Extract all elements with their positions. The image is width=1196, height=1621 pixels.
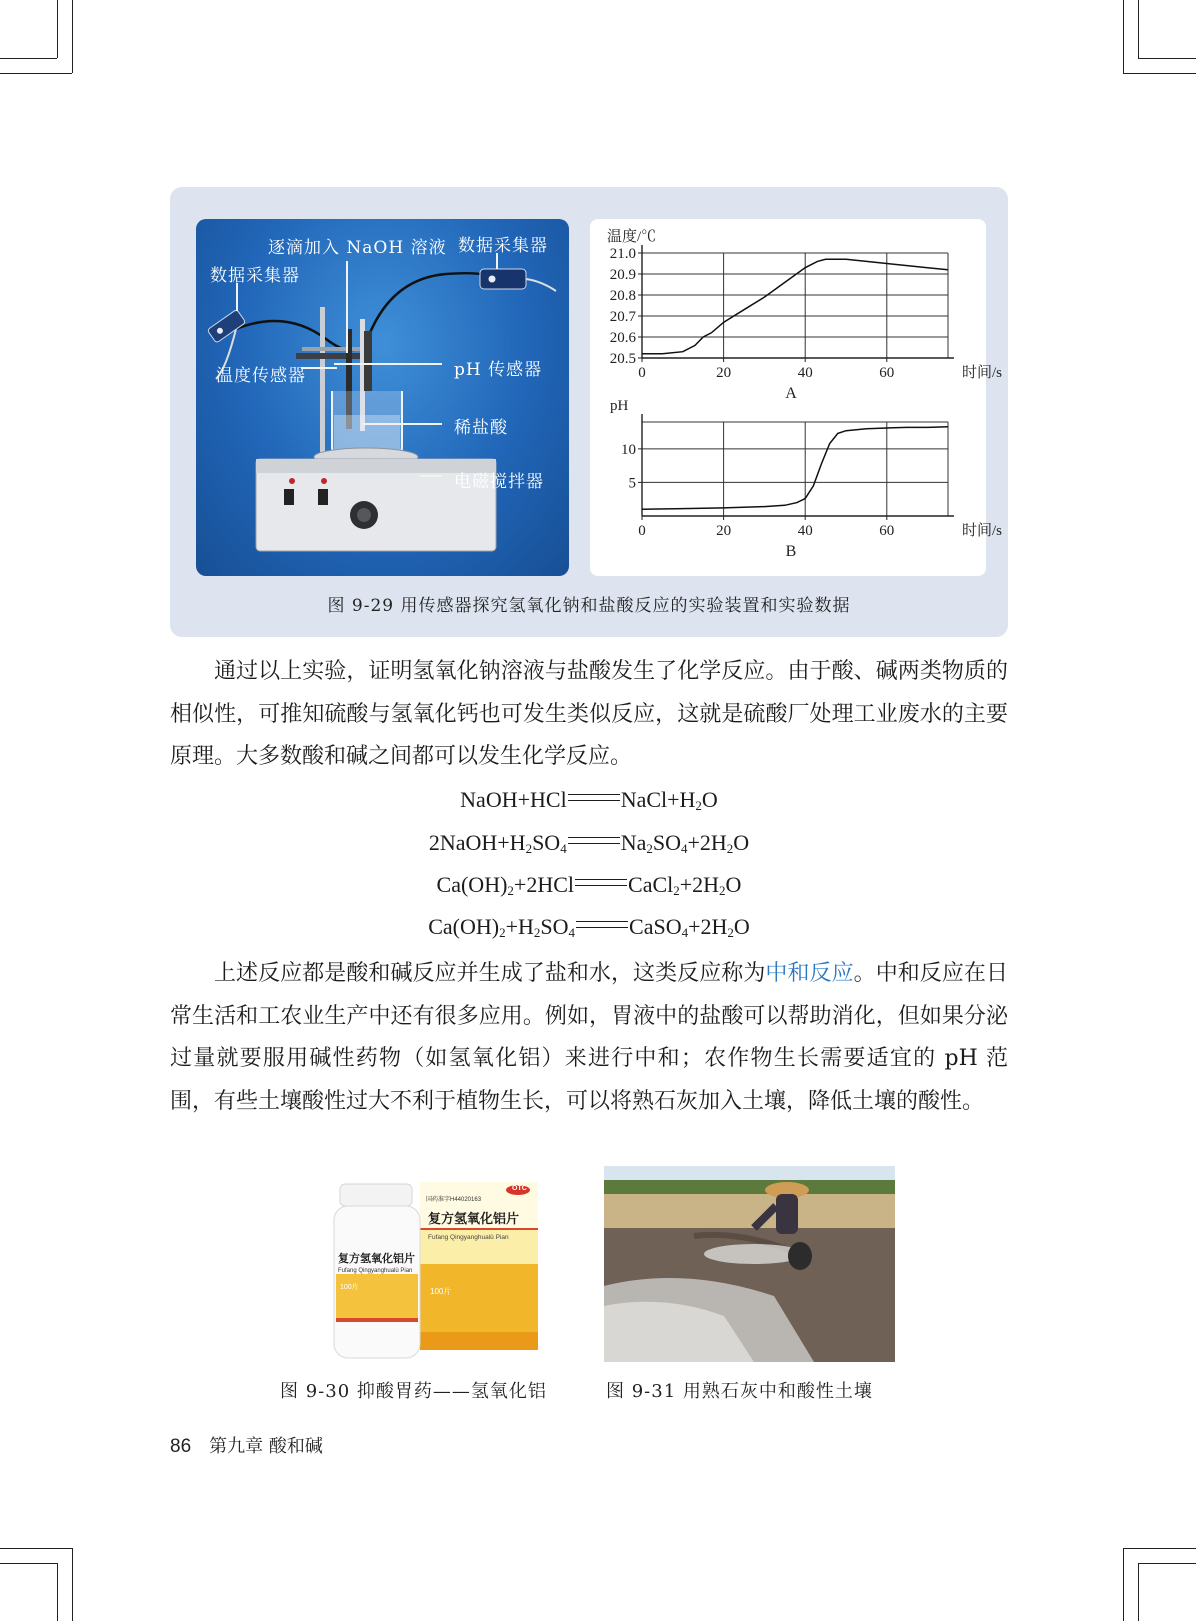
soil-illustration	[604, 1166, 895, 1362]
label-temperature-sensor: 温度传感器	[216, 366, 306, 386]
box-approval-number: 国药准字H44020163	[426, 1197, 482, 1203]
equals-sign	[575, 879, 627, 886]
equals-sign	[576, 921, 628, 928]
x-tick-label: 40	[797, 365, 813, 381]
equation-4: $Ca(OH)_2+H_2SO_4$ $CaSO_4+2H_2O$	[428, 914, 750, 940]
paragraph-neutralization-evidence: 通过以上实验，证明氢氧化钠溶液与盐酸发生了化学反应。由于酸、碱两类物质的相似性，可推知硫酸与氢氧化钙也可发生类似反应，这就是硫酸厂处理工业废水的主要原理。大多数酸和碱之间都可以发生化学反应。	[170, 659, 1008, 769]
x-tick-label: 0	[638, 365, 646, 381]
equals-sign	[568, 837, 620, 844]
antacid-medicine-photo	[334, 1182, 544, 1362]
series-line	[642, 427, 948, 510]
page-footer	[170, 1432, 323, 1458]
equation-2: $2NaOH+H_2SO_4$ $Na_2SO_4+2H_2O$	[428, 830, 750, 856]
sensor-data-charts	[590, 219, 1003, 576]
charts-svg	[590, 219, 1003, 576]
x-tick-label: 20	[716, 365, 732, 381]
x-tick-label: 60	[879, 523, 895, 539]
figure-9-30-caption: 图 9-30 抑酸胃药——氢氧化铝	[280, 1381, 547, 1402]
y-axis-label: 温度/℃	[607, 229, 657, 245]
x-tick-label: 20	[716, 523, 732, 539]
y-tick-label: 20.7	[609, 309, 636, 325]
y-tick-label: 20.8	[609, 288, 636, 304]
box-otc-badge: OTC	[512, 1185, 527, 1192]
label-magnetic-stirrer: 电磁搅拌器	[454, 472, 544, 492]
x-tick-label: 0	[638, 523, 646, 539]
y-tick-label: 20.6	[609, 330, 636, 346]
panel-label: A	[785, 385, 797, 402]
label-data-collector-left: 数据采集器	[210, 266, 300, 286]
figure-9-31-caption: 图 9-31 用熟石灰中和酸性土壤	[606, 1381, 873, 1402]
page-number: 86	[170, 1436, 192, 1457]
y-tick-label: 20.5	[609, 351, 636, 367]
y-tick-label: 10	[621, 441, 636, 458]
x-tick-label: 40	[797, 523, 813, 539]
lab-apparatus-photo	[196, 219, 569, 576]
panel-label: B	[785, 543, 797, 560]
box-product-pinyin: Fufang Qingyanghualü Pian	[428, 1234, 509, 1241]
bottle-product-pinyin: Fufang Qingyanghualü Pian	[338, 1268, 413, 1274]
y-axis-label: pH	[610, 398, 629, 414]
equation-1: NaOH+HCl $NaCl+H_2O$	[460, 787, 718, 813]
bottle-count: 100片	[340, 1284, 359, 1291]
y-tick-label: 20.9	[609, 267, 636, 283]
term-neutralization: 中和反应	[765, 961, 854, 986]
label-ph-sensor: pH 传感器	[454, 360, 543, 380]
chapter-title: 第九章 酸和碱	[209, 1436, 323, 1457]
label-add-naoh: 逐滴加入 NaOH 溶液	[268, 238, 447, 258]
y-tick-label: 5	[628, 475, 636, 492]
equation-3: $Ca(OH)_2+2HCl$ $CaCl_2+2H_2O$	[436, 872, 742, 898]
label-dilute-hcl: 稀盐酸	[454, 418, 508, 438]
x-tick-label: 60	[879, 365, 895, 381]
figure-9-29-caption: 图 9-29 用传感器探究氢氧化钠和盐酸反应的实验装置和实验数据	[327, 596, 851, 616]
paragraph-neutralization-applications: 上述反应都是酸和碱反应并生成了盐和水，这类反应称为中和反应。中和反应在日常生活和工农业生产中还有很多应用。例如，胃液中的盐酸可以帮助消化，但如果分泌过量就要服用碱性药物（如氢氧化铝）来进行中和；农作物生长需要适宜的 pH 范围，有些土壤酸性过大不利于植物生长，可以将熟石灰加入土壤，降低土壤的酸性。	[170, 961, 1008, 1114]
box-product-name: 复方氢氧化铝片	[428, 1212, 520, 1227]
x-axis-label: 时间/s	[962, 523, 1003, 539]
bottle-product-name: 复方氢氧化铝片	[338, 1252, 415, 1265]
label-data-collector-right: 数据采集器	[458, 236, 548, 256]
x-axis-label: 时间/s	[962, 365, 1003, 381]
y-tick-label: 21.0	[609, 246, 636, 262]
series-line	[642, 259, 948, 354]
soil-liming-photo	[604, 1166, 895, 1362]
equals-sign	[568, 794, 620, 801]
box-count: 100片	[430, 1287, 452, 1296]
